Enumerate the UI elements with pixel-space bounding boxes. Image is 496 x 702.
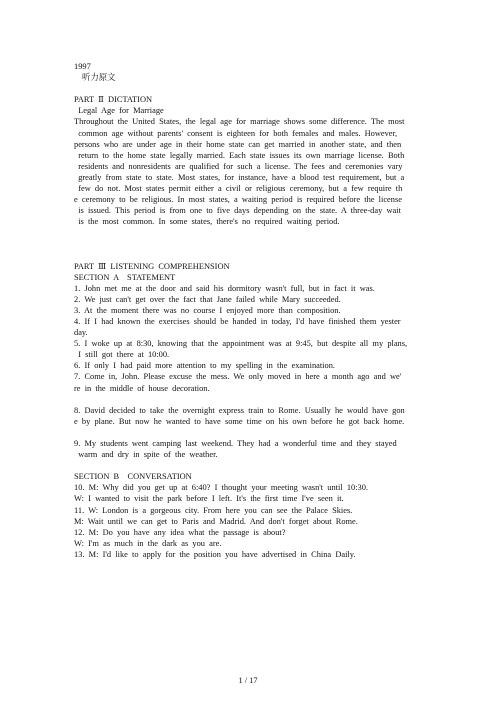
text-line: return to the home state legally married. Each state issues its own marriage license. Both [74, 150, 405, 160]
subtitle: 听力原文 [82, 73, 116, 83]
text-line: is issued. This period is from one to five days depending on the state. A three-day wait [74, 206, 401, 216]
text-line: is the most common. In some states, there's no required waiting period. [74, 217, 340, 227]
statement-line: 1. John met me at the door and said his dormitory wasn't full, but in fact it was. [74, 283, 375, 293]
dictation-title: Legal Age for Marriage [74, 106, 164, 116]
part2-heading: PART Ⅱ DICTATION [74, 95, 153, 105]
page-number: 1 / 17 [238, 676, 258, 685]
statement-line: 4. If I had known the exercises should be handed in today, I'd have finished them yester [74, 316, 401, 326]
year-heading: 1997 [74, 62, 91, 71]
conversations-list [74, 482, 430, 560]
text-line: residents and nonresidents are qualified for such a license. The fees and ceremonies vary [74, 161, 403, 171]
statements-list [74, 283, 430, 394]
conversation-line: 11. W: London is a gorgeous city. From here you can see the Palace Skies. [74, 505, 353, 515]
text-line: greatly from state to state. Most states, for instance, have a blood test requirement, but a [74, 172, 405, 182]
statement-line: warm and dry in spite of the weather. [74, 450, 218, 460]
section-a-heading: SECTION A STATEMENT [74, 272, 176, 282]
statement-line: I still got there at 10:00. [74, 350, 170, 360]
statement-line: 7. Come in, John. Please excuse the mess. We only moved in here a month ago and we' [74, 372, 402, 382]
text-line: e ceremony to be religious. In most states, a waiting period is required before the license [74, 195, 402, 205]
conversation-line: M: Wait until we can get to Paris and Madrid. And don't forget about Rome. [74, 516, 358, 526]
text-line: common age without parents' consent is eighteen for both females and males. However, [74, 128, 398, 138]
conversation-line: 10. M: Why did you get up at 6:40? I thought your meeting wasn't until 10:30. [74, 483, 368, 493]
statement-line: 9. My students went camping last weekend. They had a wonderful time and they stayed [74, 439, 397, 448]
conversation-line: 13. M: I'd like to apply for the position you have advertised in China Daily. [74, 549, 356, 559]
statement-line: 6. If only I had paid more attention to my spelling in the examination. [74, 361, 335, 371]
document-body [74, 61, 430, 560]
statement-line: 8. David decided to take the overnight express train to Rome. Usually he would have gon [74, 405, 405, 415]
section-b-heading: SECTION B CONVERSATION [74, 472, 192, 482]
conversation-line: 12. M: Do you have any idea what the passage is about? [74, 527, 286, 537]
text-line: Throughout the United States, the legal age for marriage shows some difference. The most [74, 117, 405, 127]
text-line: persons who are under age in their home state can get married in another state, and then [74, 139, 402, 149]
statement-9 [74, 438, 430, 460]
statement-line: 3. At the moment there was no course I enjoyed more than composition. [74, 305, 341, 315]
conversation-line: W: I'm as much in the dark as you are. [74, 538, 222, 548]
statement-line: 5. I woke up at 8:30, knowing that the appointment was at 9:45, but despite all my plans, [74, 339, 408, 349]
dictation-text [74, 116, 430, 227]
statement-line: 2. We just can't get over the fact that Jane failed while Mary succeeded. [74, 294, 341, 304]
part3-heading: PART Ⅲ LISTENING COMPREHENSION [74, 261, 230, 271]
statement-line: re in the middle of house decoration. [74, 383, 210, 393]
statement-line: e by plane. But now he wanted to have some time on his own before he got back home. [74, 416, 405, 426]
conversation-line: W: I wanted to visit the park before I left. It's the first time I've seen it. [74, 494, 344, 504]
text-line: few do not. Most states permit either a civil or religious ceremony, but a few require th [74, 184, 403, 194]
statement-8 [74, 405, 430, 427]
statement-line: day. [74, 328, 88, 338]
